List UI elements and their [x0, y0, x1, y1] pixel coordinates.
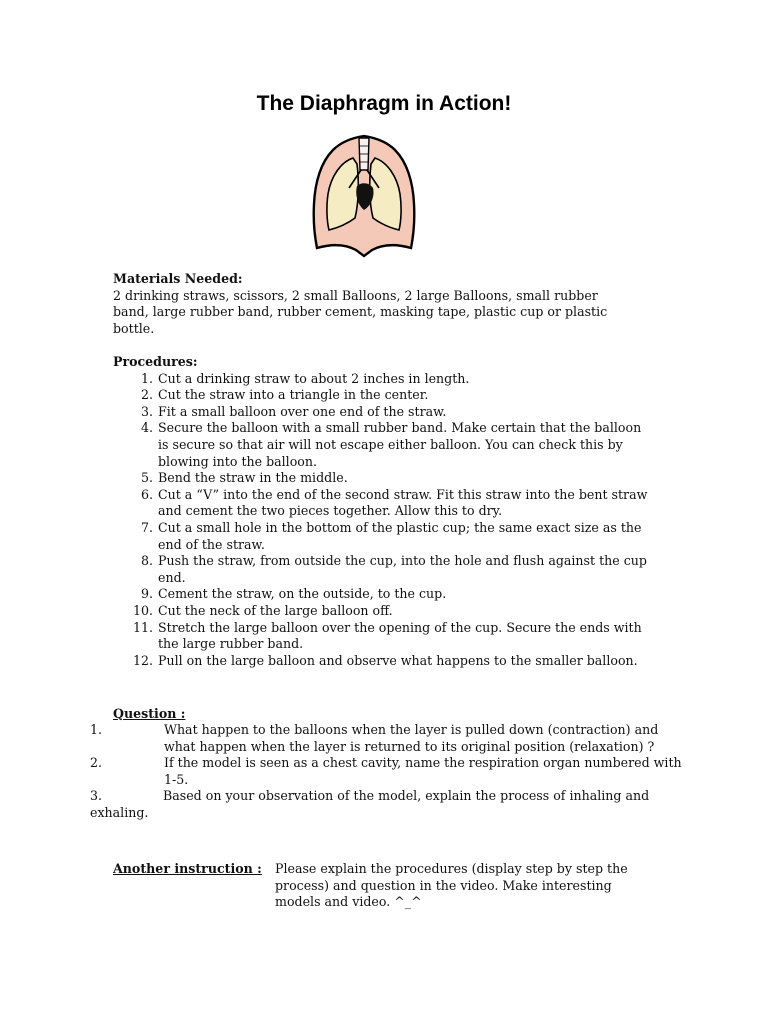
- step-number: 8.: [140, 553, 153, 569]
- list-item: [113, 470, 653, 487]
- another-instruction-text: Please explain the procedures (display step by step the process) and question in the video. Make interesting models and video. ^_^: [275, 861, 628, 910]
- list-item: [113, 520, 653, 553]
- procedures-heading: Procedures:: [113, 354, 198, 369]
- step-text: Cut a “V” into the end of the second straw. Fit this straw into the bent straw and cement the two pieces together. Allow this to dry.: [158, 486, 648, 519]
- materials-section: [113, 271, 613, 337]
- step-text: Bend the straw in the middle.: [158, 470, 348, 486]
- list-item: [90, 722, 690, 755]
- list-item: [90, 755, 690, 788]
- procedures-list: [113, 371, 653, 670]
- step-number: 10.: [132, 602, 153, 618]
- list-item: [113, 487, 653, 520]
- list-item: [90, 788, 690, 821]
- step-number: 3.: [140, 403, 153, 419]
- list-item: [113, 653, 653, 670]
- another-instruction-label: Another instruction :: [113, 861, 262, 876]
- step-number: 12.: [132, 652, 153, 668]
- step-number: 11.: [132, 619, 153, 635]
- question-number: 3.: [90, 788, 103, 804]
- step-text: Fit a small balloon over one end of the straw.: [158, 403, 447, 419]
- step-number: 5.: [140, 470, 153, 486]
- step-text: Cut the straw into a triangle in the center.: [158, 387, 429, 403]
- list-item: [113, 371, 653, 388]
- page-title: The Diaphragm in Action!: [256, 92, 512, 115]
- list-item: [113, 553, 653, 586]
- step-text: Pull on the large balloon and observe what happens to the smaller balloon.: [158, 652, 638, 668]
- question-number: 2.: [90, 755, 103, 771]
- list-item: [113, 387, 653, 404]
- step-number: 4.: [140, 420, 153, 436]
- lungs-chest-icon: [311, 130, 417, 258]
- step-number: 7.: [140, 519, 153, 535]
- step-text: Secure the balloon with a small rubber band. Make certain that the balloon is secure so that air will not escape either balloon. You can check this by blowing into the balloon.: [158, 420, 642, 469]
- step-text: Push the straw, from outside the cup, into the hole and flush against the cup end.: [158, 553, 647, 585]
- materials-text: 2 drinking straws, scissors, 2 small Balloons, 2 large Balloons, small rubber band, large rubber band, rubber cement, masking tape, plastic cup or plastic bottle.: [113, 287, 608, 336]
- list-item: [113, 620, 653, 653]
- step-text: Cut a drinking straw to about 2 inches in length.: [158, 370, 470, 386]
- step-number: 2.: [140, 387, 153, 403]
- list-item: [113, 420, 653, 470]
- question-list: [90, 722, 690, 822]
- question-heading: Question :: [113, 706, 186, 721]
- question-text: What happen to the balloons when the layer is pulled down (contraction) and what happen when the layer is returned to its original position (relaxation) ?: [164, 722, 659, 754]
- question-number: 1.: [90, 722, 103, 737]
- step-text: Cut a small hole in the bottom of the plastic cup; the same exact size as the end of the straw.: [158, 519, 642, 552]
- step-number: 6.: [140, 486, 153, 502]
- materials-heading: Materials Needed:: [113, 271, 243, 286]
- step-number: 1.: [140, 370, 153, 386]
- procedures-section: [113, 354, 653, 669]
- step-number: 9.: [140, 586, 153, 602]
- step-text: Stretch the large balloon over the opening of the cup. Secure the ends with the large rubber band.: [158, 619, 642, 652]
- list-item: [113, 603, 653, 620]
- another-instruction-section: [113, 861, 673, 911]
- question-text: Based on your observation of the model, explain the process of inhaling and exhaling.: [90, 788, 650, 820]
- question-text: If the model is seen as a chest cavity, name the respiration organ numbered with 1-5.: [164, 755, 682, 787]
- list-item: [113, 586, 653, 603]
- list-item: [113, 404, 653, 421]
- step-text: Cut the neck of the large balloon off.: [158, 602, 393, 618]
- step-text: Cement the straw, on the outside, to the cup.: [158, 586, 447, 602]
